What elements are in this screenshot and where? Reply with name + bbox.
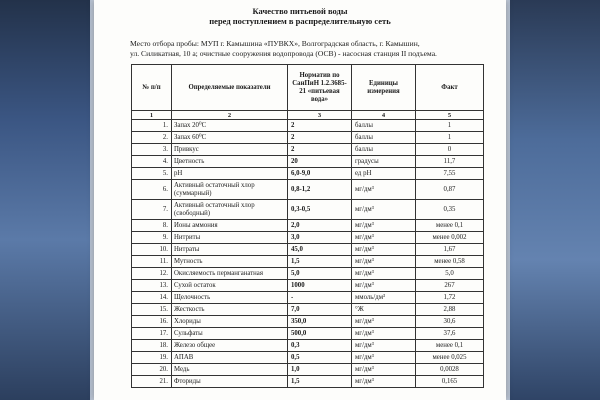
fact-value: 267	[416, 280, 484, 292]
norm-value: 2	[288, 132, 352, 144]
background-right	[510, 0, 600, 400]
unit-value: ед pH	[352, 168, 416, 180]
norm-value: 1000	[288, 280, 352, 292]
table-row	[132, 132, 484, 144]
document-subtitle: перед поступлением в распределительную сеть	[209, 16, 391, 26]
table-row	[132, 144, 484, 156]
parameter-name: Привкус	[172, 144, 288, 156]
table-row	[132, 292, 484, 304]
unit-value: мг/дм³	[352, 340, 416, 352]
norm-value: 2	[288, 144, 352, 156]
column-number: 1	[132, 111, 172, 120]
row-number: 7.	[132, 200, 172, 220]
unit-value: мг/дм³	[352, 376, 416, 388]
norm-value: 3,0	[288, 232, 352, 244]
table-row	[132, 156, 484, 168]
fact-value: 1	[416, 132, 484, 144]
table-row	[132, 304, 484, 316]
fact-value: менее 0,002	[416, 232, 484, 244]
parameter-name: Запах 20⁰С	[172, 120, 288, 132]
fact-value: 30,6	[416, 316, 484, 328]
unit-value: мг/дм³	[352, 220, 416, 232]
table-header-row	[132, 65, 484, 111]
row-number: 1.	[132, 120, 172, 132]
table-row	[132, 340, 484, 352]
row-number: 2.	[132, 132, 172, 144]
unit-value: мг/дм³	[352, 352, 416, 364]
row-number: 18.	[132, 340, 172, 352]
unit-value: мг/дм³	[352, 268, 416, 280]
norm-value: 1,5	[288, 256, 352, 268]
norm-value: 350,0	[288, 316, 352, 328]
parameter-name: Хлориды	[172, 316, 288, 328]
table-row	[132, 232, 484, 244]
table-row	[132, 328, 484, 340]
parameter-name: Щелочность	[172, 292, 288, 304]
row-number: 10.	[132, 244, 172, 256]
fact-value: 1,72	[416, 292, 484, 304]
header-fact: Факт	[416, 65, 484, 111]
row-number: 5.	[132, 168, 172, 180]
unit-value: мг/дм³	[352, 232, 416, 244]
sampling-location-line-2: ул. Силикатная, 10 а; очистные сооружения водопровода (ОСВ) - насосная станция II подъема.	[130, 49, 437, 58]
parameter-name: Мутность	[172, 256, 288, 268]
parameter-name: Окисляемость перманганатная	[172, 268, 288, 280]
row-number: 4.	[132, 156, 172, 168]
table-row	[132, 316, 484, 328]
parameter-name: Нитраты	[172, 244, 288, 256]
document-title: Качество питьевой воды	[252, 6, 348, 16]
fact-value: менее 0,1	[416, 220, 484, 232]
norm-value: 5,0	[288, 268, 352, 280]
parameter-name: Железо общее	[172, 340, 288, 352]
fact-value: 1	[416, 120, 484, 132]
row-number: 15.	[132, 304, 172, 316]
fact-value: 37,6	[416, 328, 484, 340]
unit-value: мг/дм³	[352, 316, 416, 328]
parameter-name: Ионы аммония	[172, 220, 288, 232]
row-number: 3.	[132, 144, 172, 156]
header-num: № п/п	[132, 65, 172, 111]
row-number: 16.	[132, 316, 172, 328]
row-number: 6.	[132, 180, 172, 200]
parameter-name: Жесткость	[172, 304, 288, 316]
fact-value: 7,55	[416, 168, 484, 180]
column-number: 3	[288, 111, 352, 120]
unit-value: мг/дм³	[352, 328, 416, 340]
row-number: 17.	[132, 328, 172, 340]
parameter-name: Запах 60⁰С	[172, 132, 288, 144]
unit-value: баллы	[352, 132, 416, 144]
unit-value: баллы	[352, 120, 416, 132]
parameter-name: АПАВ	[172, 352, 288, 364]
fact-value: 0,165	[416, 376, 484, 388]
water-quality-table	[131, 64, 484, 388]
row-number: 20.	[132, 364, 172, 376]
norm-value: 6,0-9,0	[288, 168, 352, 180]
table-row	[132, 244, 484, 256]
norm-value: 20	[288, 156, 352, 168]
parameter-name: Активный остаточный хлор (свободный)	[172, 200, 288, 220]
parameter-name: Активный остаточный хлор (суммарный)	[172, 180, 288, 200]
fact-value: 1,67	[416, 244, 484, 256]
norm-value: 7,0	[288, 304, 352, 316]
norm-value: 0,8-1,2	[288, 180, 352, 200]
unit-value: мг/дм³	[352, 280, 416, 292]
background-left	[0, 0, 90, 400]
unit-value: ммоль/дм³	[352, 292, 416, 304]
fact-value: 0,87	[416, 180, 484, 200]
fact-value: 11,7	[416, 156, 484, 168]
parameter-name: Нитриты	[172, 232, 288, 244]
table-row	[132, 376, 484, 388]
fact-value: менее 0,1	[416, 340, 484, 352]
row-number: 12.	[132, 268, 172, 280]
norm-value: 2,0	[288, 220, 352, 232]
parameter-name: Сульфаты	[172, 328, 288, 340]
header-parameter: Определяемые показатели	[172, 65, 288, 111]
table-row	[132, 256, 484, 268]
table-row	[132, 220, 484, 232]
header-unit: Единицы измерения	[352, 65, 416, 111]
norm-value: 45,0	[288, 244, 352, 256]
table-row	[132, 120, 484, 132]
norm-value: 0,3	[288, 340, 352, 352]
unit-value: мг/дм³	[352, 200, 416, 220]
column-number: 4	[352, 111, 416, 120]
sampling-location-line-1: Место отбора пробы: МУП г. Камышина «ПУВКХ», Волгоградская область, г. Камышин,	[130, 39, 420, 48]
column-number-row	[132, 111, 484, 120]
norm-value: 0,5	[288, 352, 352, 364]
unit-value: мг/дм³	[352, 256, 416, 268]
parameter-name: Цветность	[172, 156, 288, 168]
parameter-name: Фториды	[172, 376, 288, 388]
row-number: 13.	[132, 280, 172, 292]
norm-value: -	[288, 292, 352, 304]
row-number: 19.	[132, 352, 172, 364]
norm-value: 2	[288, 120, 352, 132]
parameter-name: Медь	[172, 364, 288, 376]
fact-value: 0,0028	[416, 364, 484, 376]
unit-value: мг/дм³	[352, 180, 416, 200]
norm-value: 1,0	[288, 364, 352, 376]
unit-value: мг/дм³	[352, 244, 416, 256]
fact-value: менее 0,025	[416, 352, 484, 364]
fact-value: 5,0	[416, 268, 484, 280]
row-number: 8.	[132, 220, 172, 232]
column-number: 2	[172, 111, 288, 120]
unit-value: °Ж	[352, 304, 416, 316]
row-number: 9.	[132, 232, 172, 244]
document-page	[94, 0, 506, 400]
unit-value: мг/дм³	[352, 364, 416, 376]
table-row	[132, 180, 484, 200]
fact-value: 0	[416, 144, 484, 156]
norm-value: 1,5	[288, 376, 352, 388]
header-norm: Норматив по СанПиН 1.2.3685-21 «питьевая вода»	[288, 65, 352, 111]
unit-value: баллы	[352, 144, 416, 156]
row-number: 11.	[132, 256, 172, 268]
table-row	[132, 200, 484, 220]
table-row	[132, 352, 484, 364]
column-number: 5	[416, 111, 484, 120]
norm-value: 500,0	[288, 328, 352, 340]
table-row	[132, 364, 484, 376]
fact-value: 2,88	[416, 304, 484, 316]
row-number: 21.	[132, 376, 172, 388]
norm-value: 0,3-0,5	[288, 200, 352, 220]
fact-value: 0,35	[416, 200, 484, 220]
table-row	[132, 268, 484, 280]
table-row	[132, 280, 484, 292]
row-number: 14.	[132, 292, 172, 304]
table-row	[132, 168, 484, 180]
table-body	[132, 120, 484, 388]
parameter-name: pH	[172, 168, 288, 180]
parameter-name: Сухой остаток	[172, 280, 288, 292]
fact-value: менее 0,58	[416, 256, 484, 268]
unit-value: градусы	[352, 156, 416, 168]
